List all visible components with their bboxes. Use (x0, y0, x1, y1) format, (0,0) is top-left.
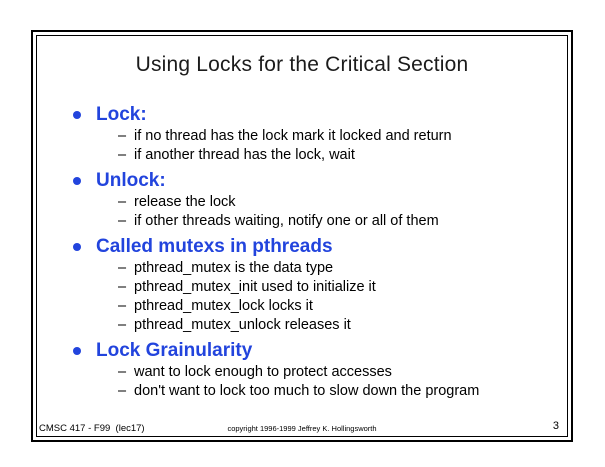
dash-bullet-icon: – (118, 298, 127, 314)
sub-bullet-text: release the lock (134, 194, 236, 210)
bullet-label: Lock: (96, 104, 147, 125)
sub-bullet-text: want to lock enough to protect accesses (134, 364, 392, 380)
bullet-dot-icon (73, 243, 81, 251)
sub-bullet-text: pthread_mutex_init used to initialize it (134, 279, 376, 295)
slide-title: Using Locks for the Critical Section (135, 53, 469, 76)
bullet-item (73, 103, 557, 127)
sub-bullet-item (73, 127, 557, 146)
sub-bullet-item (73, 259, 557, 278)
sub-bullet-item (73, 316, 557, 335)
bullet-dot-icon (73, 347, 81, 355)
sub-bullet-item (73, 146, 557, 165)
sub-bullet-text: pthread_mutex is the data type (134, 260, 334, 276)
dash-bullet-icon: – (118, 128, 127, 144)
dash-bullet-icon: – (118, 279, 127, 295)
bullet-label: Called mutexs in pthreads (96, 236, 333, 257)
sub-bullet-text: if another thread has the lock, wait (134, 147, 355, 163)
dash-bullet-icon: – (118, 147, 127, 163)
page-number: 3 (552, 420, 559, 432)
bullet-label: Unlock: (96, 170, 166, 191)
sub-bullet-text: pthread_mutex_unlock releases it (134, 317, 351, 333)
sub-bullet-item (73, 382, 557, 401)
sub-bullet-item (73, 193, 557, 212)
sub-bullet-text: pthread_mutex_lock locks it (134, 298, 313, 314)
footer-course-label: CMSC 417 - F99 (lec17) (39, 423, 145, 434)
sub-bullet-text: don't want to lock too much to slow down the program (134, 383, 480, 399)
footer-copyright: copyright 1996-1999 Jeffrey K. Hollingsworth (227, 424, 377, 433)
sub-bullet-text: if no thread has the lock mark it locked and return (134, 128, 452, 144)
bullet-dot-icon (73, 177, 81, 185)
sub-bullet-item (73, 363, 557, 382)
bullet-dot-icon (73, 111, 81, 119)
dash-bullet-icon: – (118, 260, 127, 276)
sub-bullet-item (73, 212, 557, 231)
bullet-label: Lock Grainularity (96, 340, 253, 361)
sub-bullet-item (73, 278, 557, 297)
bullet-item (73, 235, 557, 259)
bullet-item (73, 339, 557, 363)
dash-bullet-icon: – (118, 364, 127, 380)
bullet-list (73, 103, 557, 401)
dash-bullet-icon: – (118, 213, 127, 229)
dash-bullet-icon: – (118, 383, 127, 399)
slide-inner-frame (36, 35, 568, 437)
sub-bullet-text: if other threads waiting, notify one or all of them (134, 213, 439, 229)
bullet-item (73, 169, 557, 193)
slide-frame (31, 30, 573, 442)
sub-bullet-item (73, 297, 557, 316)
dash-bullet-icon: – (118, 317, 127, 333)
dash-bullet-icon: – (118, 194, 127, 210)
